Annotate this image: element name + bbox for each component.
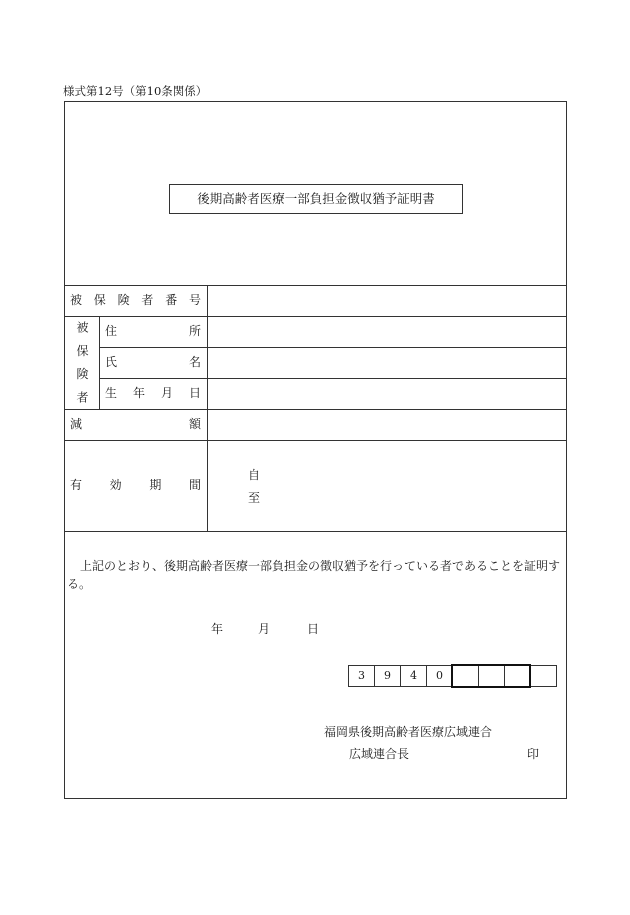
address-field[interactable]: [208, 317, 566, 347]
reduction-amount-label: 減額: [70, 417, 201, 431]
insurer-code-digit: 4: [401, 665, 427, 687]
birthdate-field[interactable]: [208, 379, 566, 409]
certificate-title-box: [169, 184, 463, 214]
insurer-code-digit: 3: [349, 665, 375, 687]
name-label: 氏名: [105, 355, 201, 369]
validity-period-field[interactable]: [208, 441, 566, 531]
validity-to-label: 至: [248, 491, 261, 505]
insured-person-label: 被保険者: [75, 321, 89, 403]
table-rule-horizontal: [65, 531, 566, 532]
insurer-code-digit: [531, 665, 557, 687]
insured-number-field[interactable]: [208, 286, 566, 316]
birthdate-label: 生年月日: [105, 386, 201, 400]
day-label: 日: [307, 622, 320, 636]
seal-mark: 印: [527, 747, 540, 761]
name-field[interactable]: [208, 348, 566, 378]
insurer-code-digit: 0: [427, 665, 453, 687]
insurer-code-digit: 9: [375, 665, 401, 687]
month-label: 月: [258, 622, 271, 636]
address-label: 住所: [105, 324, 201, 338]
certification-text: 上記のとおり、後期高齢者医療一部負担金の徴収猶予を行っている者であることを証明する。: [67, 559, 561, 591]
reduction-amount-field[interactable]: [208, 410, 566, 440]
table-rule-vertical: [99, 316, 100, 410]
year-label: 年: [211, 622, 224, 636]
issuer-organization: 福岡県後期高齢者医療広域連合: [324, 725, 493, 739]
insurer-code-highlight-box: [451, 664, 531, 688]
issuer-title: 広域連合長: [349, 747, 410, 761]
validity-period-label: 有効期間: [70, 478, 201, 492]
validity-from-label: 自: [248, 468, 261, 482]
certificate-title: 後期高齢者医療一部負担金徴収猶予証明書: [197, 191, 435, 206]
certificate-form: [64, 101, 567, 799]
insured-number-label: 被保険者番号: [70, 293, 201, 307]
form-number: 様式第12号（第10条関係）: [63, 84, 208, 98]
